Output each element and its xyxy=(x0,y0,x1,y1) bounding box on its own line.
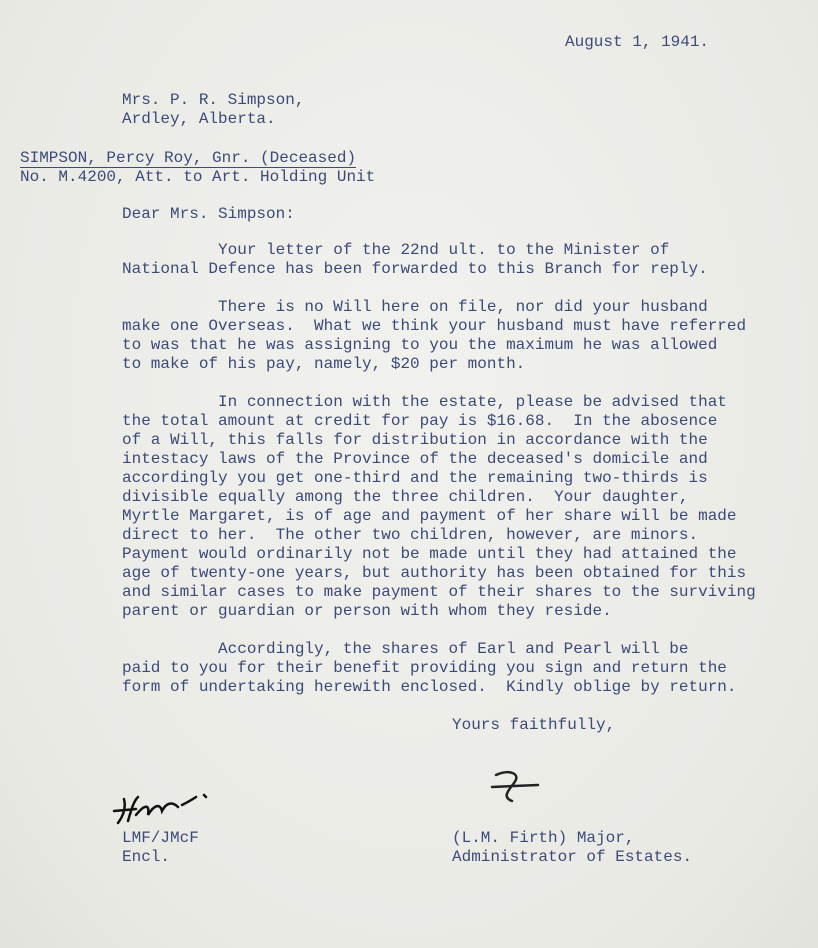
paragraph-line: of a Will, this falls for distribution in accordance with the xyxy=(122,431,708,449)
reference-subject: SIMPSON, Percy Roy, Gnr. (Deceased) xyxy=(20,149,357,167)
paragraph-line: Your letter of the 22nd ult. to the Minister of xyxy=(122,241,670,259)
paragraph-3 xyxy=(122,393,756,621)
addressee-block xyxy=(122,91,304,129)
paragraph-line: intestacy laws of the Province of the deceased's domicile and xyxy=(122,450,708,468)
paragraph-line: and similar cases to make payment of their shares to the surviving xyxy=(122,583,756,601)
addressee-location: Ardley, Alberta. xyxy=(122,110,276,128)
paragraph-line: paid to you for their benefit providing you sign and return the xyxy=(122,659,727,677)
salutation: Dear Mrs. Simpson: xyxy=(122,205,295,223)
paragraph-1 xyxy=(122,241,708,279)
paragraph-line: Accordingly, the shares of Earl and Pearl will be xyxy=(122,640,689,658)
paragraph-4 xyxy=(122,640,737,697)
paragraph-line: to was that he was assigning to you the maximum he was allowed xyxy=(122,336,718,354)
paragraph-line: the total amount at credit for pay is $16.68. In the abosence xyxy=(122,412,718,430)
paragraph-line: Myrtle Margaret, is of age and payment of her share will be made xyxy=(122,507,737,525)
paragraph-line: There is no Will here on file, nor did your husband xyxy=(122,298,708,316)
addressee-name: Mrs. P. R. Simpson, xyxy=(122,91,305,109)
paragraph-line: form of undertaking herewith enclosed. Kindly oblige by return. xyxy=(122,678,737,696)
typist-initials-mark xyxy=(110,785,220,830)
closing: Yours faithfully, xyxy=(452,716,616,734)
signature-mark xyxy=(488,765,548,810)
paragraph-line: make one Overseas. What we think your husband must have referred xyxy=(122,317,747,335)
letter-date xyxy=(565,33,709,52)
paragraph-line: age of twenty-one years, but authority has been obtained for this xyxy=(122,564,747,582)
paragraph-line: Payment would ordinarily not be made until they had attained the xyxy=(122,545,737,563)
paragraph-line: divisible equally among the three children. Your daughter, xyxy=(122,488,689,506)
paragraph-line: In connection with the estate, please be advised that xyxy=(122,393,727,411)
initials-block xyxy=(122,829,199,867)
reference-number: No. M.4200, Att. to Art. Holding Unit xyxy=(20,168,376,186)
reference-block xyxy=(20,149,375,187)
signatory-title: Administrator of Estates. xyxy=(452,848,693,866)
paragraph-line: parent or guardian or person with whom they reside. xyxy=(122,602,612,620)
paragraph-line: to make of his pay, namely, $20 per month. xyxy=(122,355,526,373)
paragraph-2 xyxy=(122,298,746,374)
signature-block xyxy=(452,829,692,867)
paragraph-line: accordingly you get one-third and the remaining two-thirds is xyxy=(122,469,708,487)
signatory-name: (L.M. Firth) Major, xyxy=(452,829,635,847)
date-text: August 1, 1941. xyxy=(565,33,710,51)
reference-initials: LMF/JMcF xyxy=(122,829,199,847)
paragraph-line: National Defence has been forwarded to this Branch for reply. xyxy=(122,260,708,278)
paragraph-line: direct to her. The other two children, however, are minors. xyxy=(122,526,699,544)
enclosure-note: Encl. xyxy=(122,848,171,866)
